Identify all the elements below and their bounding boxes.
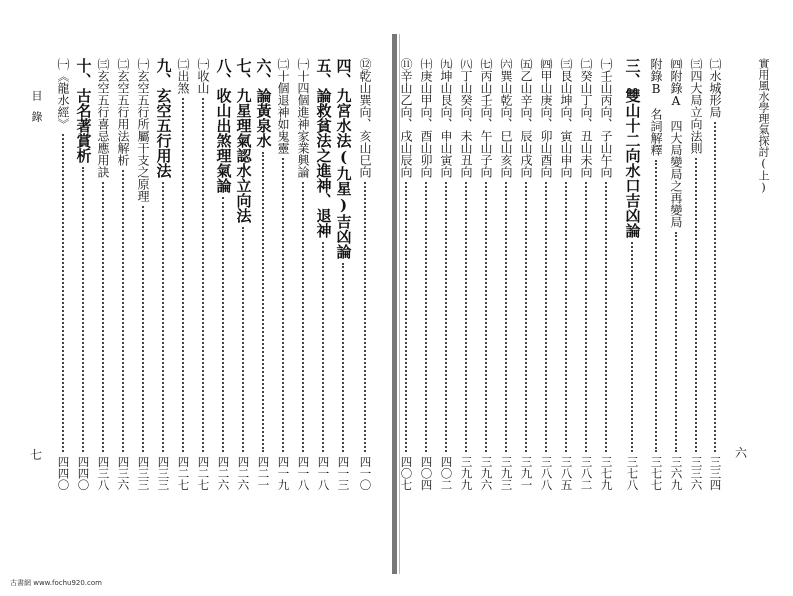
chapter-title: 六、論黃泉水: [254, 58, 273, 148]
section-title: ㈠玄空五行所屬干支之原理: [136, 58, 150, 202]
page-number: 三八二: [579, 455, 594, 490]
dot-leader: [695, 158, 697, 452]
toc-entry: [333, 58, 353, 490]
right-page-number: 六: [735, 446, 748, 460]
toc-entry: [113, 58, 133, 490]
chapter-title: 五、論救貧法之進神、退神: [314, 58, 333, 238]
toc-entry: [416, 58, 436, 490]
section-title: ㈡玄空五行用法解析: [116, 58, 130, 166]
page-number: 三八八: [539, 455, 554, 490]
chapter-title: 九、玄空五行用法: [154, 58, 173, 178]
page-number: 四〇七: [399, 455, 414, 490]
chapter-title: 八、收山出煞理氣論: [214, 58, 233, 193]
chapter-title: 十、古名著賞析: [74, 58, 93, 163]
page-number: 四四〇: [56, 455, 71, 490]
page-number: 四二六: [216, 455, 231, 490]
dot-leader: [82, 167, 84, 452]
dot-leader: [222, 197, 224, 452]
dot-leader: [465, 182, 467, 452]
section-title: ㈧丁山癸向、未山丑向: [459, 58, 473, 178]
chapter-title: 四、九宮水法(九星)吉凶論: [334, 58, 353, 259]
section-title: ㈣附錄A 四大局變局之再變局: [669, 58, 683, 228]
section-title: ⑪辛山乙向、戌山辰向: [399, 58, 413, 178]
dot-leader: [425, 182, 427, 452]
toc-entry: [173, 58, 193, 490]
page-number: 三七九: [599, 455, 614, 490]
chapter-title: 三、雙山十二向水口吉凶論: [623, 58, 642, 238]
dot-leader: [162, 182, 164, 452]
dot-leader: [322, 242, 324, 452]
section-title: 附錄B 名詞解釋: [649, 58, 663, 156]
section-title: ㈩庚山甲向、酉山卯向: [419, 58, 433, 178]
toc-entry: [355, 58, 375, 490]
page-number: 三九六: [479, 455, 494, 490]
page-number: 四一八: [296, 455, 311, 490]
toc-entry: [396, 58, 416, 490]
page-number: 三八五: [559, 455, 574, 490]
toc-entry: [516, 58, 536, 490]
toc-entry: [273, 58, 293, 490]
section-title: ㈡出煞: [176, 58, 190, 94]
dot-leader: [202, 98, 204, 452]
toc-entry: [253, 58, 273, 490]
page-number: 三九九: [459, 455, 474, 490]
section-title: ㈠《龍水經》: [56, 58, 70, 130]
page-number: 四一三: [336, 455, 351, 490]
dot-leader: [631, 242, 633, 452]
page-number: 四三三: [156, 455, 171, 490]
section-title: ㈡水城形局: [708, 58, 722, 118]
section-title: ⑫乾山巽向、亥山巳向: [358, 58, 372, 178]
page-number: 四二一: [256, 455, 271, 490]
toc-entry: [686, 58, 706, 490]
page-number: 三三六: [689, 455, 704, 490]
toc-entry: [133, 58, 153, 490]
dot-leader: [675, 232, 677, 452]
toc-entry: [436, 58, 456, 490]
dot-leader: [122, 170, 124, 452]
page-number: 四二七: [196, 455, 211, 490]
right-page-header: 實用風水學理氣探討(上): [757, 58, 770, 194]
section-title: ㈥巽山乾向、巳山亥向: [499, 58, 513, 178]
left-page-number: 七: [30, 448, 43, 462]
dot-leader: [242, 227, 244, 452]
dot-leader: [262, 152, 264, 452]
dot-leader: [445, 182, 447, 452]
section-title: ㈢玄空五行喜忌應用訣: [96, 58, 110, 178]
section-title: ㈨坤山艮向、申山寅向: [439, 58, 453, 178]
section-title: ㈢四大局立向法則: [689, 58, 703, 154]
page-number: 四一〇: [358, 455, 373, 490]
toc-entry: [536, 58, 556, 490]
dot-leader: [182, 98, 184, 452]
toc-entry: [556, 58, 576, 490]
dot-leader: [302, 182, 304, 452]
toc-entry: [576, 58, 596, 490]
page-number: 三七七: [649, 455, 664, 490]
dot-leader: [714, 122, 716, 452]
page-number: 三九一: [519, 455, 534, 490]
toc-entry: [233, 58, 253, 490]
section-title: ㈢艮山坤向、寅山申向: [559, 58, 573, 178]
toc-entry: [153, 58, 173, 490]
page-number: 四二七: [176, 455, 191, 490]
page-number: 四四〇: [76, 455, 91, 490]
dot-leader: [342, 263, 344, 452]
toc-entry: [666, 58, 686, 490]
dot-leader: [565, 182, 567, 452]
page-number: 四一九: [276, 455, 291, 490]
left-page-header: 目錄: [30, 90, 43, 132]
toc-entry: [293, 58, 313, 490]
dot-leader: [655, 160, 657, 452]
section-title: ㈡癸山丁向、丑山未向: [579, 58, 593, 178]
page-number: 四二六: [236, 455, 251, 490]
page-number: 三三四: [708, 455, 723, 490]
toc-entry: [622, 58, 642, 490]
section-title: ㈠壬山丙向、子山午向: [599, 58, 613, 178]
toc-entry: [705, 58, 725, 490]
dot-leader: [364, 182, 366, 452]
chapter-title: 七、九星理氣認水立向法: [234, 58, 253, 223]
section-title: ㈤乙山辛向、辰山戌向: [519, 58, 533, 178]
toc-entry: [193, 58, 213, 490]
dot-leader: [282, 158, 284, 452]
page-number: 四三三: [136, 455, 151, 490]
toc-entry: [313, 58, 333, 490]
dot-leader: [485, 182, 487, 452]
section-title: ㈣甲山庚向、卯山酉向: [539, 58, 553, 178]
section-title: ㈦丙山壬向、午山子向: [479, 58, 493, 178]
page-number: 四三八: [96, 455, 111, 490]
toc-entry: [646, 58, 666, 490]
section-title: ㈡十個退神如鬼靈: [276, 58, 290, 154]
page-number: 三九三: [499, 455, 514, 490]
toc-entry: [596, 58, 616, 490]
page-number: 四一八: [316, 455, 331, 490]
dot-leader: [142, 206, 144, 452]
toc-entry: [73, 58, 93, 490]
dot-leader: [505, 182, 507, 452]
dot-leader: [585, 182, 587, 452]
toc-entry: [456, 58, 476, 490]
toc-entry: [496, 58, 516, 490]
dot-leader: [605, 182, 607, 452]
toc-entry: [93, 58, 113, 490]
page-number: 四〇四: [419, 455, 434, 490]
page-number: 三七八: [625, 455, 640, 490]
toc-entry: [213, 58, 233, 490]
section-title: ㈠十四個進神家業興論: [296, 58, 310, 178]
toc-entry: [476, 58, 496, 490]
watermark-footer: 古書網 www.fochu920.com: [10, 579, 102, 587]
page-number: 四三六: [116, 455, 131, 490]
toc-entry: [53, 58, 73, 490]
page-number: 四〇二: [439, 455, 454, 490]
dot-leader: [102, 182, 104, 452]
page-number: 三六九: [669, 455, 684, 490]
section-title: ㈠收山: [196, 58, 210, 94]
dot-leader: [525, 182, 527, 452]
dot-leader: [545, 182, 547, 452]
dot-leader: [62, 134, 64, 452]
dot-leader: [405, 182, 407, 452]
